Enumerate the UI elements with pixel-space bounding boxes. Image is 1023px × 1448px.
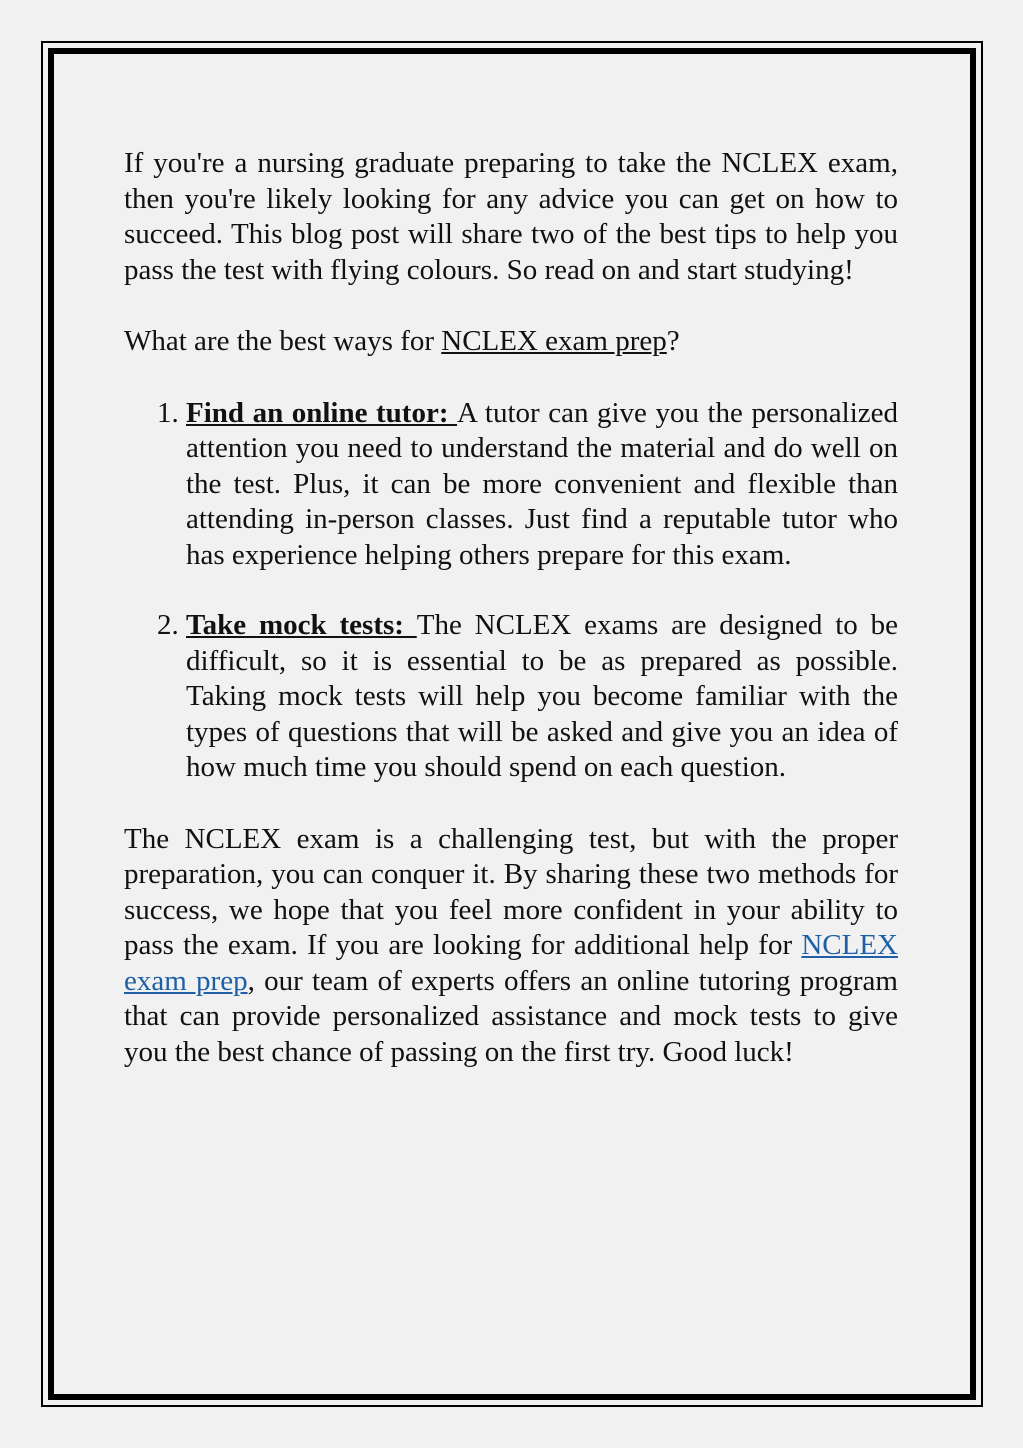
list-item — [186, 608, 898, 786]
tip-term: Find an online tutor: — [186, 396, 458, 429]
intro-paragraph: If you're a nursing graduate preparing to take the NCLEX exam, then you're likely looking for any advice you can get on how to succeed. This blog post will share two of the best tips to help you pass the test with flying colours. So read on and start studying! — [124, 147, 898, 286]
question-text-after: ? — [666, 325, 680, 357]
document-body — [124, 146, 898, 1070]
tip-term: Take mock tests: — [186, 609, 417, 641]
conclusion-text-after: , our team of experts offers an online tutoring program that can provide personalized assistance and mock tests to give you the best chance of passing on the first try. Good luck! — [124, 964, 898, 1068]
tip-text: The NCLEX exams are designed to be difficult, so it is essential to be as prepared as possible. Taking mock tests will help you become familiar with the types of questions that will be asked and give you an idea of how much time you should spend on each question. — [186, 609, 898, 783]
conclusion-paragraph — [124, 822, 898, 1071]
tips-list — [124, 396, 898, 786]
nclex-exam-prep-link-1[interactable]: NCLEX exam prep — [441, 325, 667, 357]
list-item — [186, 396, 898, 574]
question-paragraph — [124, 324, 898, 360]
question-text-before: What are the best ways for — [124, 325, 442, 357]
conclusion-text-before: The NCLEX exam is a challenging test, but with the proper preparation, you can conquer it. By sharing these two methods for success, we hope that you feel more confident in your ability to pass the exam. If you are looking for additional help for — [124, 822, 898, 961]
tip-text: A tutor can give you the personalized attention you need to understand the material and do well on the test. Plus, it can be more convenient and flexible than attending in-person classes. Just find a reputable tutor who has experience helping others prepare for this exam. — [186, 396, 898, 571]
nclex-exam-prep-link-2[interactable]: NCLEX exam prep — [124, 929, 898, 997]
